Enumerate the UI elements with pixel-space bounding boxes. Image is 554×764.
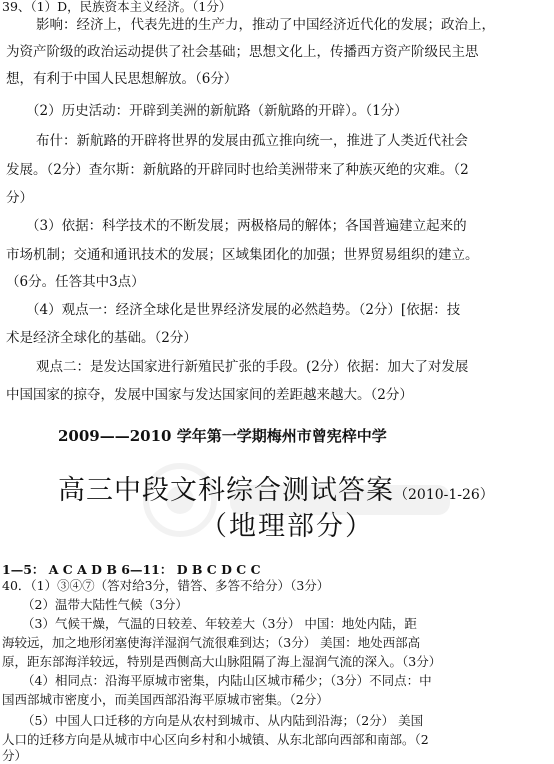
q39-2-charles: 发展。（2分）查尔斯：新航路的开辟同时也给美洲带来了种族灭绝的灾难。（2 bbox=[6, 162, 469, 178]
q39-impact-line1: 影响：经济上，代表先进的生产力，推动了中国经济近代化的发展；政治上， bbox=[36, 17, 495, 33]
q39-impact-line3: 想，有利于中国人民思想解放。（6分） bbox=[6, 71, 238, 87]
q40-3-line1: （3）气候干燥，气温的日较差、年较差大（3分） 中国：地处内陆，距 bbox=[22, 616, 417, 631]
q39-impact-line2: 为资产阶级的政治运动提供了社会基础；思想文化上，传播西方资产阶级民主思 bbox=[6, 44, 479, 60]
q40-1: 40．（1）③④⑦（答对给3分，错答、多答不给分）（3分） bbox=[2, 578, 330, 593]
q40-2: （2）温带大陆性气候（3分） bbox=[22, 597, 188, 612]
mc-answers: 1—5： A C A D B 6—11： D B C D C C bbox=[2, 562, 261, 577]
page-title bbox=[58, 468, 494, 507]
q40-5-line3: 分） bbox=[2, 748, 28, 763]
q39-3-basis-line1: （3）依据：科学技术的不断发展；两极格局的解体；各国普遍建立起来的 bbox=[26, 218, 467, 234]
q40-5-line2: 人口的迁移方向是从城市中心区向乡村和小城镇、从东北部向西部和南部。（2 bbox=[2, 732, 429, 747]
q40-3-line2: 海较远，加之地形闭塞使海洋湿润气流很难到达；（3分） 美国：地处西部高 bbox=[2, 635, 421, 650]
title-main: 高三中段文科综合测试答案 bbox=[58, 475, 394, 506]
q39-3-basis-line2: 市场机制；交通和通讯技术的发展；区域集团化的加强；世界贸易组织的建立。 bbox=[6, 247, 479, 263]
q39-4-view2-line2: 中国国家的掠夺，发展中国家与发达国家间的差距越来越大。（2分） bbox=[6, 387, 413, 403]
title-date: （2010-1-26） bbox=[394, 487, 494, 503]
q40-4-line2: 国西部城市密度小，而美国西部沿海平原城市密集。（2分） bbox=[2, 692, 329, 707]
q39-2-bush: 布什：新航路的开辟将世界的发展由孤立推向统一，推进了人类近代社会 bbox=[36, 133, 468, 149]
q40-3-line3: 原，距东部海洋较远，特别是西侧高大山脉阻隔了海上湿润气流的深入。（3分） bbox=[2, 654, 442, 669]
q39-1: 39、（1）D，民族资本主义经济。（1分） bbox=[2, 0, 232, 14]
school-heading: 2009——2010 学年第一学期梅州市曾宪梓中学 bbox=[58, 427, 387, 445]
q40-5-line1: （5）中国人口迁移的方向是从农村到城市、从内陆到沿海；（2分） 美国 bbox=[22, 713, 424, 728]
q39-2-score: 分） bbox=[6, 190, 33, 206]
q39-3-score: （6分。任答其中3点） bbox=[6, 274, 145, 290]
q39-4-view1-line1: （4）观点一：经济全球化是世界经济发展的必然趋势。（2分）[依据：技 bbox=[26, 302, 461, 318]
section-subtitle: （地理部分） bbox=[200, 511, 374, 542]
q39-2-activity: （2）历史活动：开辟到美洲的新航路（新航路的开辟）。（1分） bbox=[26, 103, 408, 119]
q39-4-view2-line1: 观点二：是发达国家进行新殖民扩张的手段。(2分）依据：加大了对发展 bbox=[36, 359, 469, 375]
q39-4-view1-line2: 术是经济全球化的基础。（2分） bbox=[6, 330, 197, 346]
q40-4-line1: （4）相同点：沿海平原城市密集，内陆山区城市稀少；（3分）不同点：中 bbox=[22, 673, 432, 688]
